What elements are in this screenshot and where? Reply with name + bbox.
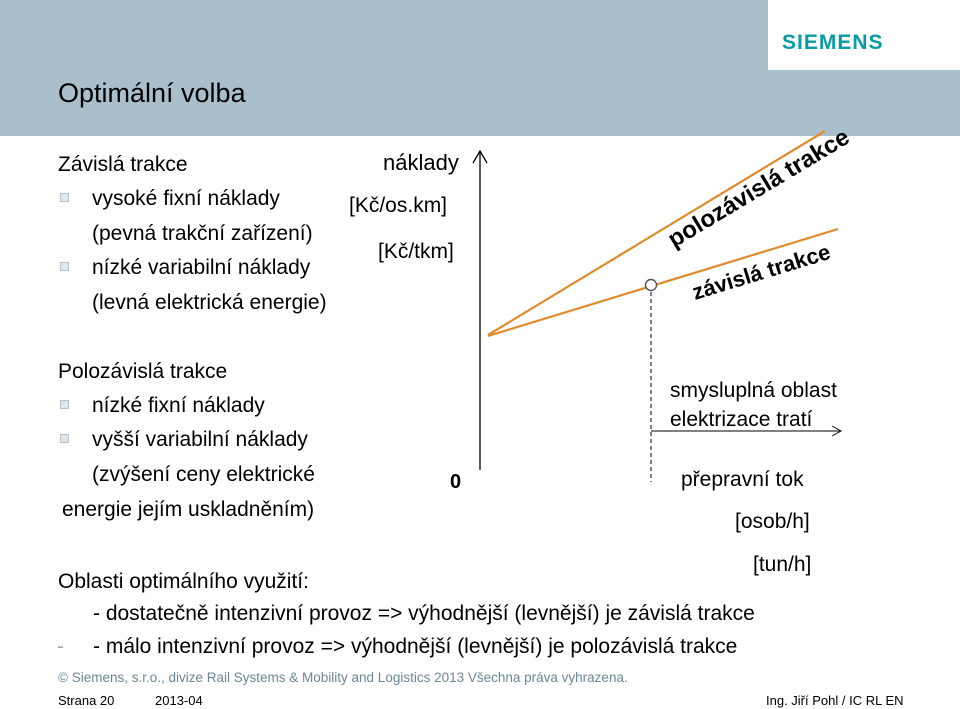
date: 2013-04	[155, 693, 203, 708]
section2-item: vyšší variabilní náklady	[92, 428, 308, 451]
copyright: © Siemens, s.r.o., divize Rail Systems & Mobility and Logistics 2013 Všechna práva vyhrazena.	[58, 670, 628, 685]
section1-item: vysoké fixní náklady	[92, 187, 280, 210]
section2-item: nízké fixní náklady	[92, 394, 265, 417]
section2-item: energie jejím uskladněním)	[62, 498, 315, 521]
dependent-traction-line	[488, 229, 838, 336]
section1-item: (levná elektrická energie)	[92, 291, 327, 314]
y-unit-2: [Kč/tkm]	[378, 240, 454, 263]
x-unit-2: [tun/h]	[753, 553, 812, 576]
y-axis-label: náklady	[383, 150, 459, 175]
y-unit-1: [Kč/os.km]	[349, 194, 448, 217]
section2-item: (zvýšení ceny elektrické	[92, 463, 315, 486]
region-label-2: elektrizace tratí	[670, 408, 813, 431]
page-number: Strana 20	[58, 693, 115, 708]
bottom-item-2: - málo intenzivní provoz => výhodnější (levnější) je polozávislá trakce	[93, 635, 738, 658]
section1-item: (pevná trakční zařízení)	[92, 222, 313, 245]
bottom-item-1: - dostatečně intenzivní provoz => výhodnější (levnější) je závislá trakce	[93, 602, 755, 625]
x-axis-label: přepravní tok	[681, 468, 804, 491]
page-title: Optimální volba	[58, 78, 246, 108]
author: Ing. Jiří Pohl / IC RL EN	[766, 693, 904, 708]
x-unit-1: [osob/h]	[735, 510, 810, 533]
bottom-item-2-dash: -	[57, 635, 64, 658]
semi-dependent-traction-line	[488, 131, 825, 335]
section1-heading: Závislá trakce	[58, 153, 188, 176]
section2-heading: Polozávislá trakce	[58, 360, 228, 383]
dep-line-label: závislá trakce	[689, 239, 834, 305]
bottom-heading: Oblasti optimálního využití:	[58, 570, 309, 593]
region-label-1: smysluplná oblast	[670, 379, 837, 402]
origin-label: 0	[450, 471, 462, 493]
siemens-logo: SIEMENS	[782, 31, 884, 54]
section1-item: nízké variabilní náklady	[92, 256, 311, 279]
break-even-point	[646, 280, 657, 291]
semi-line-label: polozávislá trakce	[663, 123, 855, 254]
